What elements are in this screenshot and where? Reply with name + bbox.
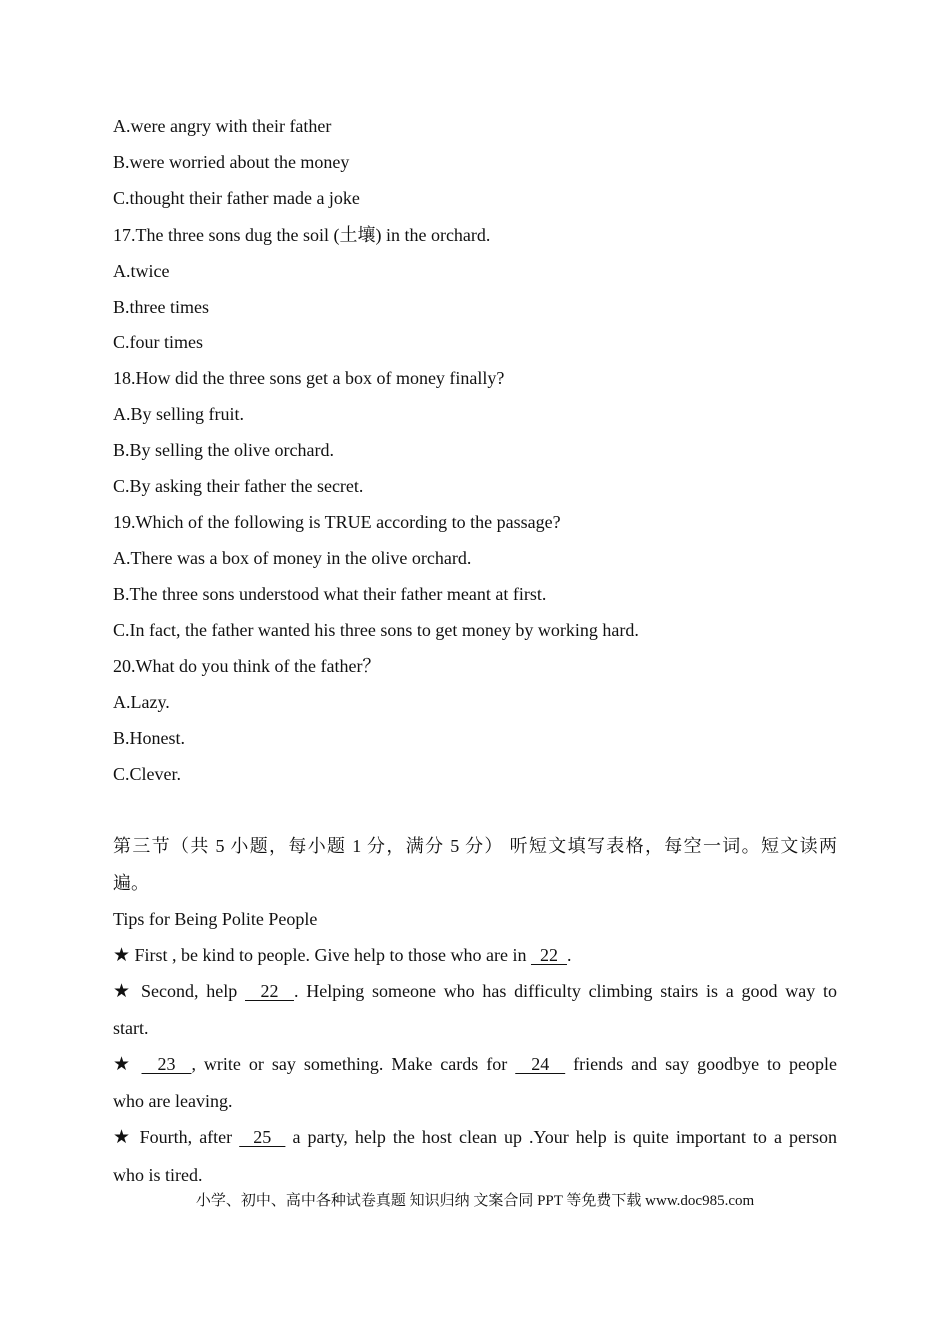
blank-25: 25 — [239, 1127, 286, 1147]
option-18a: A.By selling fruit. — [113, 404, 244, 424]
tip-1-text-b: . — [566, 945, 572, 965]
tip-2-text-a: Second, help — [133, 981, 245, 1001]
section3-instructions: 第三节（共 5 小题，每小题 1 分，满分 5 分） 听短文填写表格，每空一词。短文读两 — [113, 836, 837, 856]
tip-2-cont: start. — [113, 1018, 149, 1038]
option-20c: C.Clever. — [113, 764, 181, 784]
question-19: 19.Which of the following is TRUE according to the passage? — [113, 512, 561, 532]
section3-title: Tips for Being Polite People — [113, 909, 318, 929]
question-18: 18.How did the three sons get a box of money finally? — [113, 368, 505, 388]
option-19b: B.The three sons understood what their father meant at first. — [113, 584, 547, 604]
question-17: 17.The three sons dug the soil (土壤) in the orchard. — [113, 225, 491, 245]
tip-3-cont: who are leaving. — [113, 1091, 233, 1111]
section3-instructions-cont: 遍。 — [113, 873, 149, 893]
blank-23: 23 — [141, 1054, 192, 1074]
tip-3-text-b: , write or say something. Make cards for — [191, 1054, 516, 1074]
option-16a: A.were angry with their father — [113, 116, 332, 136]
option-19c: C.In fact, the father wanted his three sons to get money by working hard. — [113, 620, 639, 640]
tip-3-text-c: friends and say goodbye to people — [565, 1054, 838, 1074]
tip-2-text-b: . Helping someone who has difficulty climbing stairs is a good way to — [293, 981, 837, 1001]
star-icon: ★ — [113, 944, 131, 966]
option-16b: B.were worried about the money — [113, 152, 350, 172]
tip-4-cont: who is tired. — [113, 1165, 203, 1185]
star-icon: ★ — [113, 1126, 133, 1148]
page-footer: 小学、初中、高中各种试卷真题 知识归纳 文案合同 PPT 等免费下载 www.doc985.com — [195, 1193, 755, 1209]
option-17c: C.four times — [113, 332, 203, 352]
question-20: 20.What do you think of the father？ — [113, 656, 381, 676]
tip-1 — [113, 944, 837, 966]
option-16c: C.thought their father made a joke — [113, 188, 360, 208]
option-17a: A.twice — [113, 261, 170, 281]
option-17b: B.three times — [113, 297, 209, 317]
tip-3 — [113, 1053, 837, 1075]
option-20a: A.Lazy. — [113, 692, 170, 712]
option-19a: A.There was a box of money in the olive orchard. — [113, 548, 472, 568]
star-icon: ★ — [113, 1053, 134, 1075]
tip-3-text-a — [134, 1054, 142, 1074]
option-18c: C.By asking their father the secret. — [113, 476, 364, 496]
option-20b: B.Honest. — [113, 728, 185, 748]
tip-4-text-b: a party, help the host clean up .Your help is quite important to a person — [285, 1127, 838, 1147]
blank-22a: 22 — [530, 945, 567, 965]
blank-24: 24 — [515, 1054, 566, 1074]
tip-4 — [113, 1126, 837, 1148]
tip-4-text-a: Fourth, after — [132, 1127, 240, 1147]
option-18b: B.By selling the olive orchard. — [113, 440, 334, 460]
tip-1-text-a: First , be kind to people. Give help to those who are in — [130, 945, 531, 965]
blank-22b: 22 — [245, 981, 294, 1001]
tip-2 — [113, 980, 837, 1002]
star-icon: ★ — [113, 980, 134, 1002]
